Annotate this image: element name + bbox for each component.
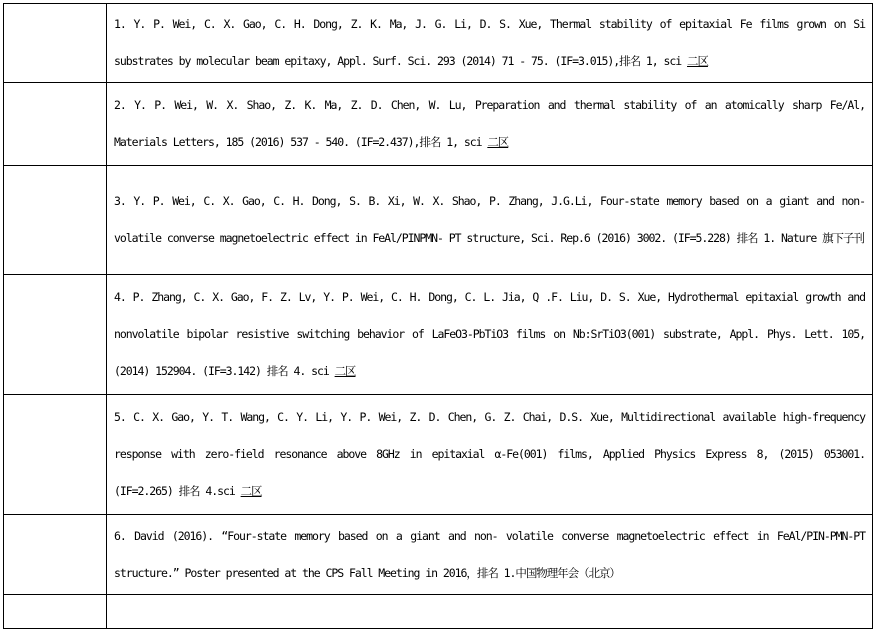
- publication-text: 3. Y. P. Wei, C. X. Gao, C. H. Dong, S. B. Xi, W. X. Shao, P. Zhang, J.G.Li, Four-state memory based on a giant and non-volatile converse magnetoelectric effect in FeAl/PINPMN- PT structure, Sci. Rep.6 (2016) 3002. (IF=5.228) 排名 1. Nature 旗下子刊: [114, 194, 865, 245]
- index-cell: [4, 515, 107, 595]
- publication-underlined-text: 二区: [240, 484, 262, 498]
- table-row: [4, 4, 873, 83]
- publication-text: 2. Y. P. Wei, W. X. Shao, Z. K. Ma, Z. D. Chen, W. Lu, Preparation and thermal stability of an atomically sharp Fe/Al, Materials Letters, 185 (2016) 537 - 540. (IF=2.437),排名 1, sci: [114, 98, 865, 149]
- publication-text: 6. David (2016). “Four-state memory based on a giant and non- volatile converse magnetoelectric effect in FeAl/PIN-PMN-PT structure.” Poster presented at the CPS Fall Meeting in 2016，排名 1.中国物理年会（北京）: [114, 528, 865, 580]
- index-cell: [4, 4, 107, 83]
- publication-underlined-text: 二区: [334, 364, 356, 378]
- publication-text: 5. C. X. Gao, Y. T. Wang, C. Y. Li, Y. P. Wei, Z. D. Chen, G. Z. Chai, D.S. Xue, Multidirectional available high-frequency response with zero-field resonance above 8GHz in epitaxial α-Fe(001) films, Applied Physics Express 8, (2015) 053001. (IF=2.265) 排名 4.sci: [114, 410, 865, 498]
- table-row: [4, 515, 873, 595]
- publication-cell: [107, 275, 873, 395]
- index-cell: [4, 395, 107, 515]
- publication-underlined-text: 二区: [487, 135, 509, 149]
- publication-text: 1. Y. P. Wei, C. X. Gao, C. H. Dong, Z. K. Ma, J. G. Li, D. S. Xue, Thermal stability of epitaxial Fe films grown on Si substrates by molecular beam epitaxy, Appl. Surf. Sci. 293 (2014) 71 - 75. (IF=3.015),排名 1, sci: [114, 17, 865, 68]
- table-row: [4, 166, 873, 275]
- index-cell: [4, 83, 107, 166]
- publication-cell: [107, 83, 873, 166]
- publication-text: 4. P. Zhang, C. X. Gao, F. Z. Lv, Y. P. Wei, C. H. Dong, C. L. Jia, Q .F. Liu, D. S. Xue, Hydrothermal epitaxial growth and nonvolatile bipolar resistive switching behavior of LaFeO3-PbTiO3 films on Nb:SrTiO3(001) substrate, Appl. Phys. Lett. 105, (2014) 152904. (IF=3.142) 排名 4. sci: [114, 290, 865, 378]
- publication-cell: [107, 395, 873, 515]
- table-row: [4, 83, 873, 166]
- publications-table: [3, 3, 873, 629]
- publication-cell: [107, 166, 873, 275]
- index-cell: [4, 166, 107, 275]
- table-row: [4, 395, 873, 515]
- publication-underlined-text: 二区: [687, 54, 708, 68]
- table-row: [4, 275, 873, 395]
- publication-cell: [107, 4, 873, 83]
- index-cell: [4, 275, 107, 395]
- publication-cell: [107, 515, 873, 595]
